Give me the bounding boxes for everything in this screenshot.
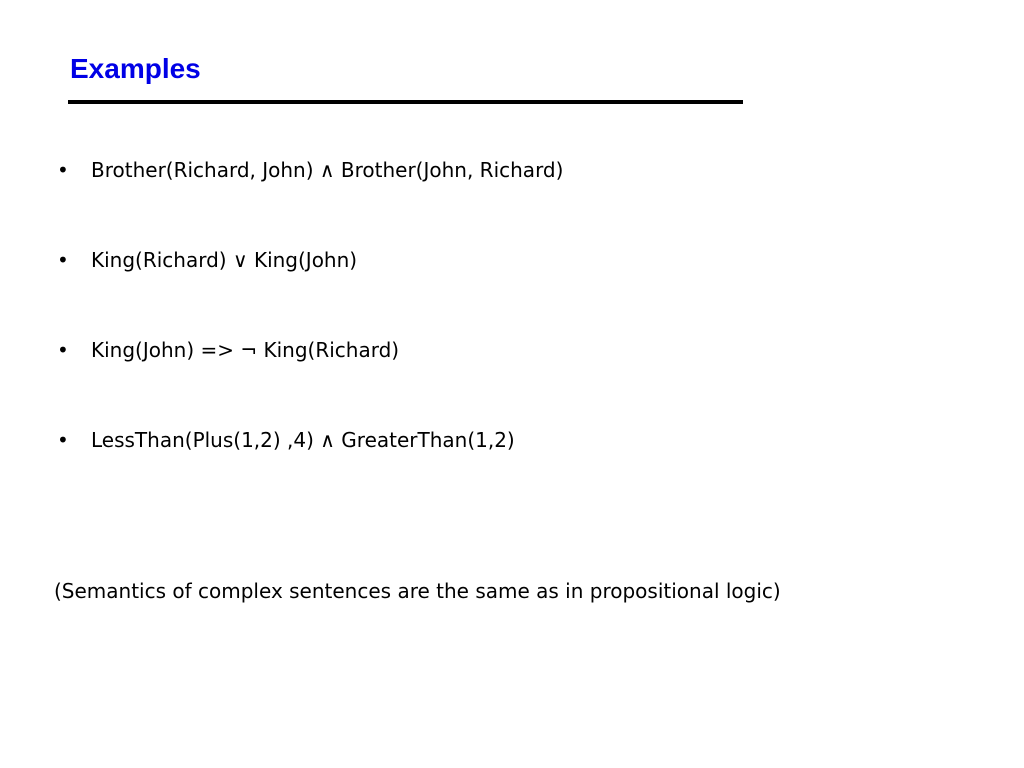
list-item xyxy=(57,335,957,365)
bullet-marker: • xyxy=(57,158,69,182)
bullet-text: LessThan(Plus(1,2) ,4) ∧ GreaterThan(1,2) xyxy=(91,428,515,452)
list-item xyxy=(57,425,957,455)
bullet-marker: • xyxy=(57,248,69,272)
bullet-text: King(John) => ¬ King(Richard) xyxy=(91,338,400,362)
semantics-note: (Semantics of complex sentences are the same as in propositional logic) xyxy=(54,579,781,603)
list-item xyxy=(57,155,957,185)
bullet-marker: • xyxy=(57,338,69,362)
title-underline xyxy=(68,100,743,104)
bullet-marker: • xyxy=(57,428,69,452)
bullet-text: King(Richard) ∨ King(John) xyxy=(91,248,358,272)
list-item xyxy=(57,245,957,275)
slide-title: Examples xyxy=(70,53,201,84)
bullet-text: Brother(Richard, John) ∧ Brother(John, Richard) xyxy=(91,158,564,182)
